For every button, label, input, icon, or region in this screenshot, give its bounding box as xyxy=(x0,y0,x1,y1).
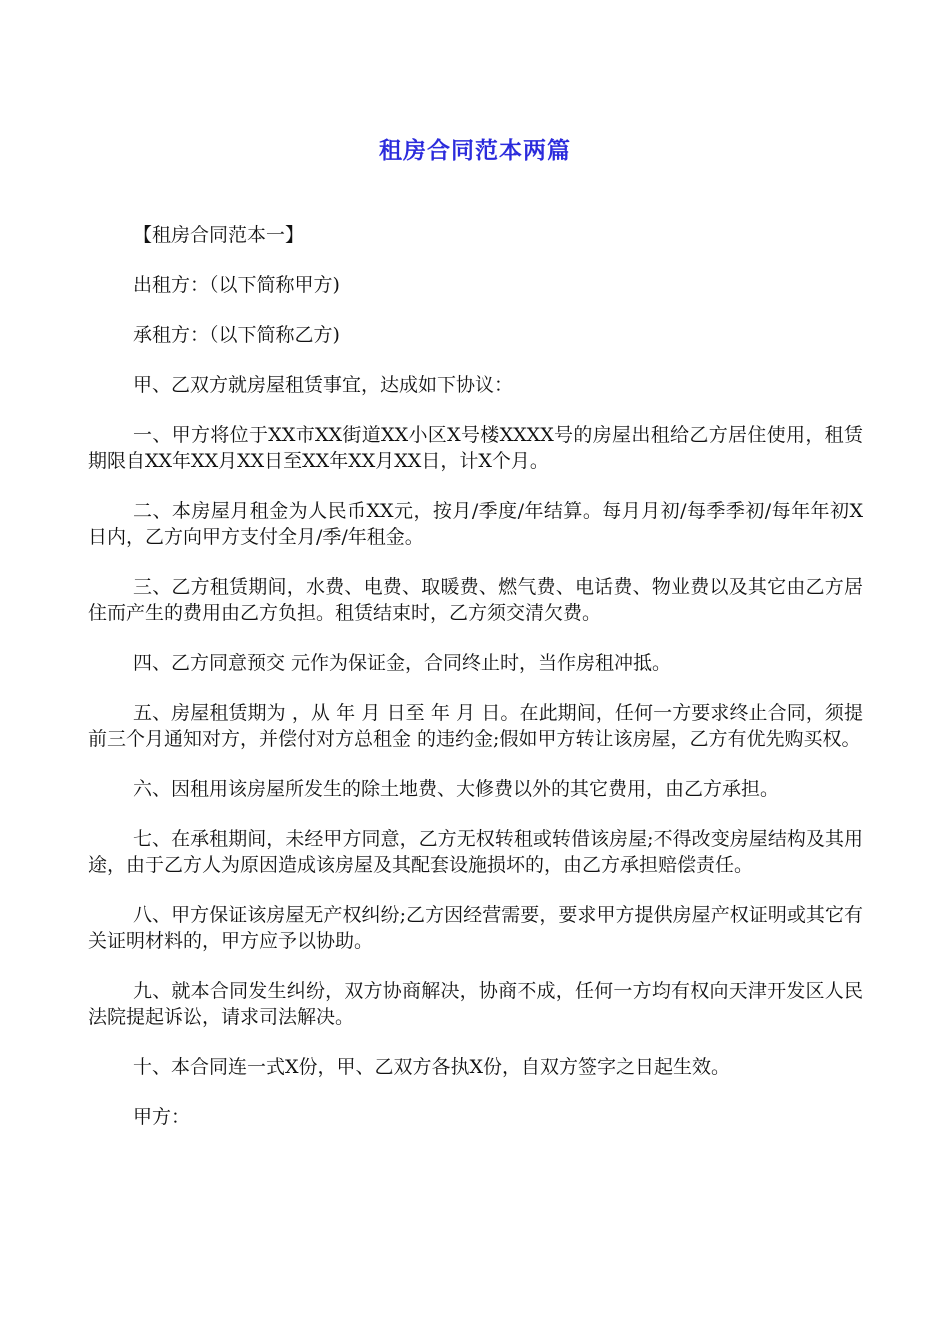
clause-8: 八、甲方保证该房屋无产权纠纷;乙方因经营需要，要求甲方提供房屋产权证明或其它有关证明材料的，甲方应予以协助。 xyxy=(88,904,863,952)
clause-3: 三、乙方租赁期间，水费、电费、取暖费、燃气费、电话费、物业费以及其它由乙方居住而产生的费用由乙方负担。租赁结束时，乙方须交清欠费。 xyxy=(88,576,863,624)
clause-10: 十、本合同连一式X份，甲、乙双方各执X份，自双方签字之日起生效。 xyxy=(133,1056,731,1078)
clause-4: 四、乙方同意预交 元作为保证金，合同终止时，当作房租冲抵。 xyxy=(133,652,672,674)
clause-9: 九、就本合同发生纠纷，双方协商解决，协商不成，任何一方均有权向天津开发区人民法院提起诉讼，请求司法解决。 xyxy=(88,980,863,1028)
clause-7: 七、在承租期间，未经甲方同意，乙方无权转租或转借该房屋;不得改变房屋结构及其用途，由于乙方人为原因造成该房屋及其配套设施损坏的，由乙方承担赔偿责任。 xyxy=(88,828,863,876)
clause-6: 六、因租用该房屋所发生的除土地费、大修费以外的其它费用，由乙方承担。 xyxy=(133,778,780,800)
signature-line-party-a: 甲方： xyxy=(133,1106,191,1128)
lessor-line: 出租方：（以下简称甲方) xyxy=(133,274,340,296)
clause-5: 五、房屋租赁期为 ，从 年 月 日至 年 月 日。在此期间，任何一方要求终止合同，须提前三个月通知对方，并偿付对方总租金 的违约金;假如甲方转让该房屋，乙方有优先购买权。 xyxy=(88,702,863,750)
section-heading: 【租房合同范本一】 xyxy=(133,224,305,246)
document-body xyxy=(88,222,863,1154)
agreement-intro: 甲、乙双方就房屋租赁事宜，达成如下协议： xyxy=(133,374,514,396)
document-title: 租房合同范本两篇 xyxy=(379,138,571,164)
clause-2: 二、本房屋月租金为人民币XX元，按月/季度/年结算。每月月初/每季季初/每年年初X日内，乙方向甲方支付全月/季/年租金。 xyxy=(88,500,863,548)
clause-1: 一、甲方将位于XX市XX街道XX小区X号楼XXXX号的房屋出租给乙方居住使用，租赁期限自XX年XX月XX日至XX年XX月XX日，计X个月。 xyxy=(88,424,863,472)
lessee-line: 承租方：（以下简称乙方) xyxy=(133,324,340,346)
